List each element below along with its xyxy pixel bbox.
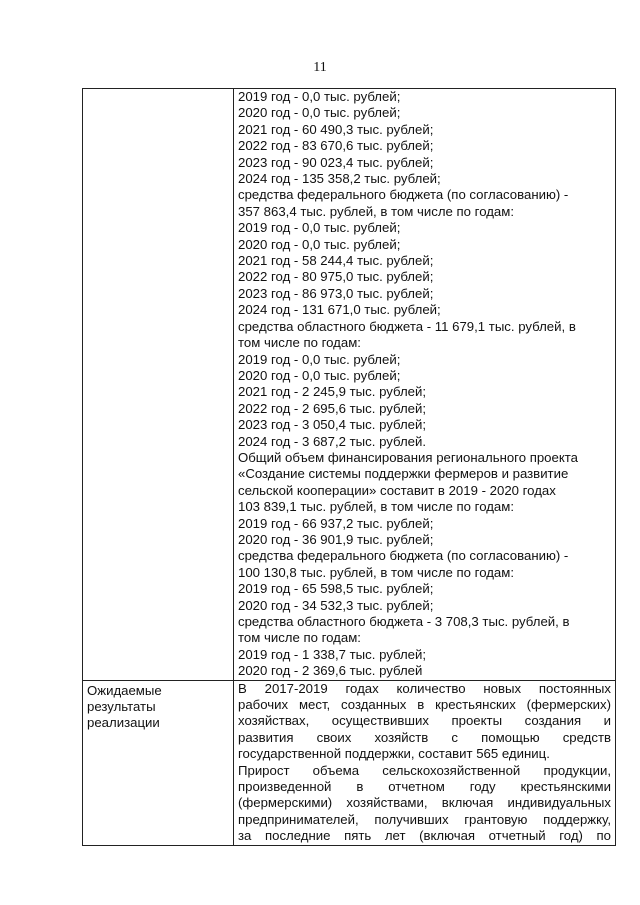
financing-label-cell	[83, 89, 234, 681]
paragraph-line: государственной поддержки, составит 565 единиц.	[238, 746, 550, 762]
financing-line: 2020 год - 34 532,3 тыс. рублей;	[238, 597, 434, 613]
financing-line: 103 839,1 тыс. рублей, в том числе по годам:	[238, 499, 514, 515]
paragraph-line: произведенной в отчетном году крестьянскими	[238, 779, 611, 795]
expected-results-cell	[234, 680, 616, 845]
paragraph-line: Прирост объема сельскохозяйственной продукции,	[238, 762, 611, 778]
financing-line: том числе по годам:	[238, 630, 361, 646]
financing-line: 2020 год - 36 901,9 тыс. рублей;	[238, 531, 434, 547]
paragraph-line: за последние пять лет (включая отчетный год) по	[238, 828, 611, 844]
expected-results-row	[83, 680, 616, 845]
financing-line: «Создание системы поддержки фермеров и развитие	[238, 466, 569, 482]
financing-line: 2024 год - 135 358,2 тыс. рублей;	[238, 171, 441, 187]
financing-line: 2022 год - 80 975,0 тыс. рублей;	[238, 269, 434, 285]
paragraph-line: В 2017-2019 годах количество новых постоянных	[238, 680, 611, 696]
financing-line: 2020 год - 2 369,6 тыс. рублей	[238, 663, 423, 679]
financing-line: 2019 год - 65 598,5 тыс. рублей;	[238, 581, 434, 597]
row-label: реализации	[87, 715, 160, 731]
financing-line: 2021 год - 60 490,3 тыс. рублей;	[238, 121, 434, 137]
financing-line: 2020 год - 0,0 тыс. рублей;	[238, 105, 401, 121]
passport-table	[82, 88, 616, 846]
result-paragraph-1	[234, 681, 615, 763]
financing-line: 100 130,8 тыс. рублей, в том числе по годам:	[238, 564, 514, 580]
financing-line: средства областного бюджета - 11 679,1 тыс. рублей, в	[238, 318, 576, 334]
financing-line: средства федерального бюджета (по согласованию) -	[238, 187, 569, 203]
paragraph-line: предпринимателей, получивших грантовую поддержку,	[238, 811, 611, 827]
financing-line: 2021 год - 58 244,4 тыс. рублей;	[238, 253, 434, 269]
page-number: 11	[313, 60, 327, 75]
financing-line: 2020 год - 0,0 тыс. рублей;	[238, 367, 401, 383]
financing-line: 2023 год - 3 050,4 тыс. рублей;	[238, 417, 427, 433]
financing-line: Общий объем финансирования регионального проекта	[238, 449, 578, 465]
result-paragraph-2	[234, 763, 615, 845]
financing-line: 2019 год - 0,0 тыс. рублей;	[238, 351, 401, 367]
row-label: результаты	[87, 699, 156, 715]
financing-line: 2020 год - 0,0 тыс. рублей;	[238, 236, 401, 252]
financing-line: средства областного бюджета - 3 708,3 тыс. рублей, в	[238, 614, 570, 629]
paragraph-line: хозяйствах, осуществивших проекты создания и	[238, 713, 611, 729]
financing-line: 2022 год - 83 670,6 тыс. рублей;	[238, 138, 434, 154]
paragraph-line: рабочих мест, созданных в крестьянских (фермерских)	[238, 697, 611, 713]
financing-line: 2022 год - 2 695,6 тыс. рублей;	[238, 400, 427, 416]
financing-line: 2023 год - 90 023,4 тыс. рублей;	[238, 154, 434, 170]
financing-line: 2024 год - 3 687,2 тыс. рублей.	[238, 433, 427, 449]
financing-line: 2019 год - 1 338,7 тыс. рублей;	[238, 646, 427, 662]
paragraph-line: (фермерскими) хозяйствами, включая индивидуальных	[238, 795, 611, 811]
financing-line: том числе по годам:	[238, 335, 361, 351]
paragraph-line: развития своих хозяйств с помощью средств	[238, 729, 611, 745]
expected-results-label-cell	[83, 680, 234, 845]
financing-line: 2021 год - 2 245,9 тыс. рублей;	[238, 384, 427, 400]
financing-line: 2019 год - 0,0 тыс. рублей;	[238, 89, 401, 104]
financing-row	[83, 89, 616, 681]
financing-cell	[234, 89, 616, 681]
financing-line: 2019 год - 0,0 тыс. рублей;	[238, 220, 401, 236]
financing-line: 2019 год - 66 937,2 тыс. рублей;	[238, 515, 434, 531]
financing-line: 2024 год - 131 671,0 тыс. рублей;	[238, 302, 441, 318]
financing-line: сельской кооперации» составит в 2019 - 2020 годах	[238, 482, 556, 498]
financing-line: 357 863,4 тыс. рублей, в том числе по годам:	[238, 203, 514, 219]
financing-line: средства федерального бюджета (по согласованию) -	[238, 548, 569, 564]
row-label: Ожидаемые	[87, 682, 162, 698]
financing-line: 2023 год - 86 973,0 тыс. рублей;	[238, 285, 434, 301]
